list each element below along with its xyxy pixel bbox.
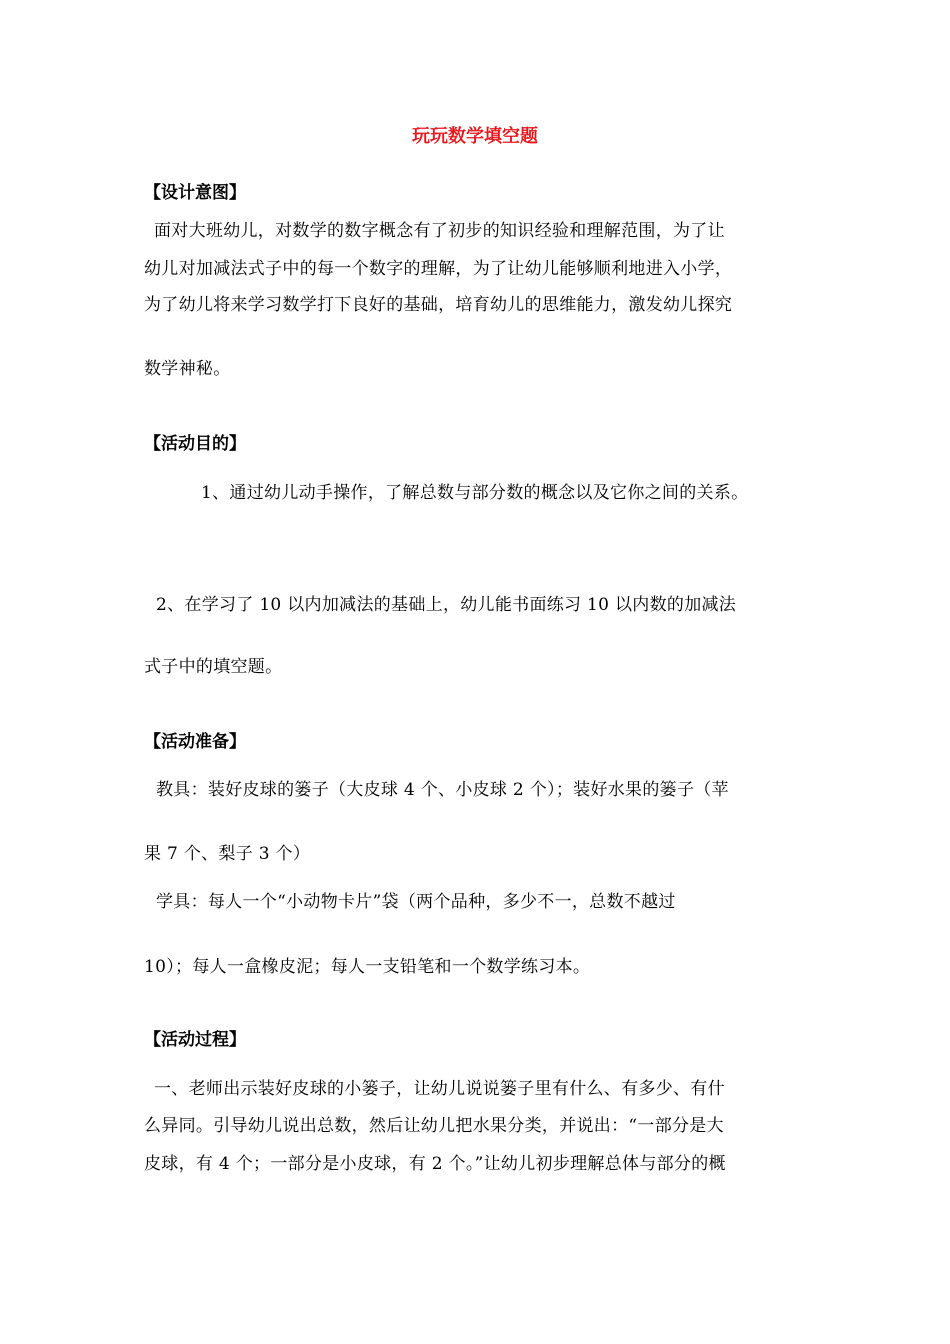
paragraph-line: 面对大班幼儿，对数学的数字概念有了初步的知识经验和理解范围，为了让 <box>154 221 725 241</box>
paragraph-line: 么异同。引导幼儿说出总数，然后让幼儿把水果分类，并说出：“一部分是大 <box>144 1116 724 1136</box>
paragraph-line: 皮球，有 4 个；一部分是小皮球，有 2 个。”让幼儿初步理解总体与部分的概 <box>144 1154 726 1174</box>
paragraph-line: 教具：装好皮球的篓子（大皮球 4 个、小皮球 2 个）；装好水果的篓子（苹 <box>156 780 729 800</box>
section-heading-activity-goals: 【活动目的】 <box>144 434 246 454</box>
paragraph-line: 学具：每人一个“小动物卡片”袋（两个品种，多少不一，总数不越过 <box>156 892 676 912</box>
document-title: 玩玩数学填空题 <box>412 126 538 147</box>
section-heading-preparation: 【活动准备】 <box>144 732 246 752</box>
paragraph-line: 果 7 个、梨子 3 个） <box>144 844 311 864</box>
paragraph-line: 为了幼儿将来学习数学打下良好的基础，培育幼儿的思维能力，激发幼儿探究 <box>144 295 733 315</box>
section-heading-design-intent: 【设计意图】 <box>144 183 246 203</box>
paragraph-line: 数学神秘。 <box>144 359 231 379</box>
section-heading-process: 【活动过程】 <box>144 1030 246 1050</box>
paragraph-line: 10）；每人一盒橡皮泥；每人一支铅笔和一个数学练习本。 <box>144 957 591 977</box>
paragraph-line: 2、在学习了 10 以内加减法的基础上，幼儿能书面练习 10 以内数的加减法 <box>156 595 737 615</box>
paragraph-line: 1、通过幼儿动手操作，了解总数与部分数的概念以及它你之间的关系。 <box>201 483 749 503</box>
paragraph-line: 一、老师出示装好皮球的小篓子，让幼儿说说篓子里有什么、有多少、有什 <box>154 1079 725 1099</box>
paragraph-line: 式子中的填空题。 <box>144 657 283 677</box>
paragraph-line: 幼儿对加减法式子中的每一个数字的理解，为了让幼儿能够顺利地进入小学， <box>144 259 733 279</box>
